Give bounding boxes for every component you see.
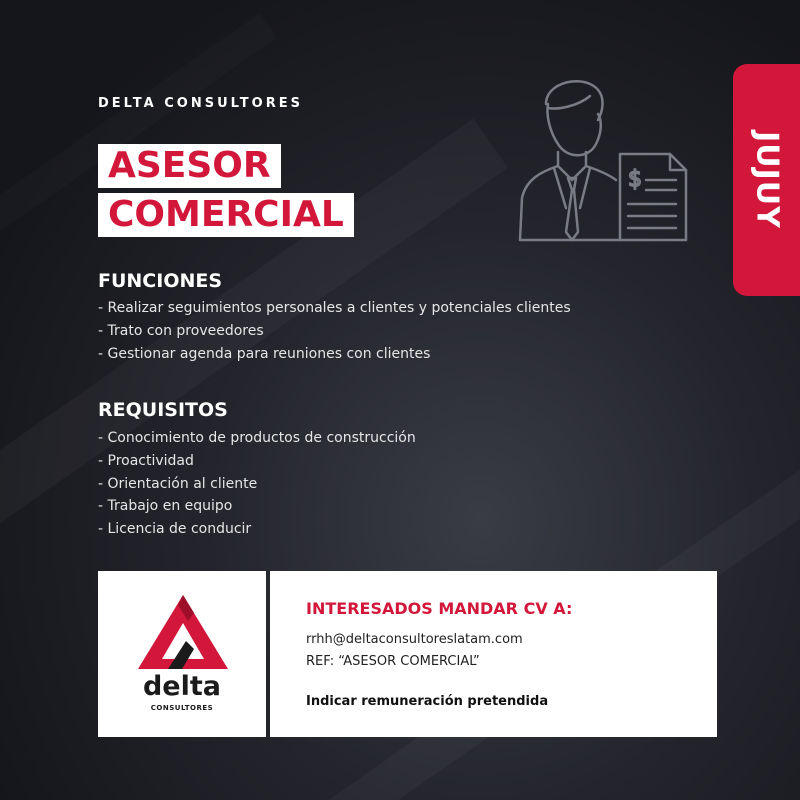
requisitos-item: - Orientación al cliente: [98, 476, 258, 492]
contact-reference: REF: “ASESOR COMERCIAL”: [306, 654, 480, 669]
location-label: JUJUY: [749, 131, 785, 229]
businessman-document-icon: [518, 68, 690, 244]
contact-panel: [270, 571, 717, 737]
job-title-line-2: COMERCIAL: [98, 193, 354, 237]
svg-text:$: $: [628, 167, 642, 192]
company-logo: [98, 571, 266, 737]
requisitos-item: - Trabajo en equipo: [98, 498, 233, 514]
contact-email[interactable]: rrhh@deltaconsultoreslatam.com: [306, 632, 523, 647]
funciones-item: - Realizar seguimientos personales a clientes y potenciales clientes: [98, 300, 571, 316]
requisitos-item: - Conocimiento de productos de construcción: [98, 430, 416, 446]
requisitos-item: - Licencia de conducir: [98, 521, 252, 537]
brand-name: DELTA CONSULTORES: [98, 96, 303, 111]
logo-subtitle: CONSULTORES: [150, 704, 214, 712]
delta-triangle-logo-icon: [138, 593, 228, 669]
requisitos-heading: REQUISITOS: [98, 399, 228, 421]
funciones-item: - Trato con proveedores: [98, 323, 264, 339]
funciones-heading: FUNCIONES: [98, 270, 223, 292]
contact-note: Indicar remuneración pretendida: [306, 694, 549, 709]
requisitos-item: - Proactividad: [98, 453, 194, 469]
logo-wordmark: delta: [142, 671, 222, 702]
job-title-line-1: ASESOR: [98, 144, 281, 188]
funciones-item: - Gestionar agenda para reuniones con clientes: [98, 346, 431, 362]
contact-heading: INTERESADOS MANDAR CV A:: [306, 599, 573, 618]
